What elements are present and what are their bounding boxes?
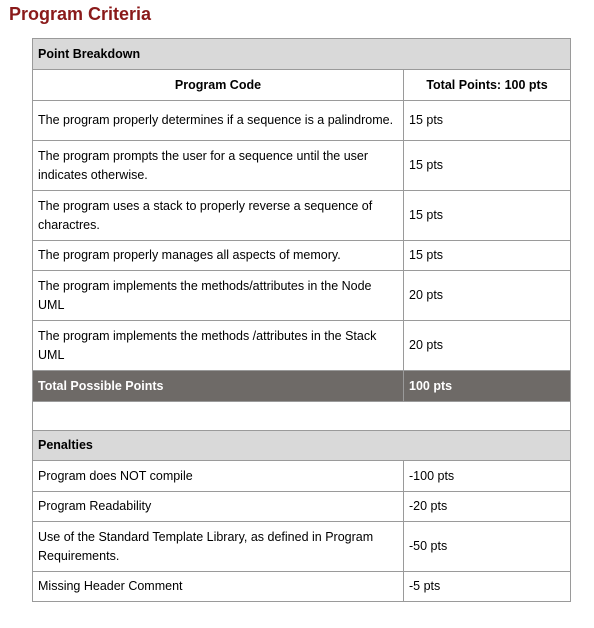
criterion-points: 20 pts [404, 321, 571, 371]
penalty-points: -5 pts [404, 572, 571, 602]
penalty-points: -100 pts [404, 461, 571, 492]
penalty-points: -20 pts [404, 492, 571, 522]
column-header-row [33, 70, 571, 101]
table-row [33, 572, 571, 602]
table-row [33, 101, 571, 141]
penalties-header-row [33, 431, 571, 461]
page-title: Program Criteria [9, 4, 152, 24]
table-row [33, 321, 571, 371]
penalty-text: Missing Header Comment [33, 572, 404, 602]
criterion-text: The program properly manages all aspects of memory. [33, 241, 404, 271]
criterion-text: The program properly determines if a sequence is a palindrome. [33, 101, 404, 141]
criterion-text: The program uses a stack to properly reverse a sequence of charactres. [33, 191, 404, 241]
criterion-points: 20 pts [404, 271, 571, 321]
criterion-points: 15 pts [404, 241, 571, 271]
total-possible-points-label: Total Possible Points [33, 371, 404, 402]
penalty-points: -50 pts [404, 522, 571, 572]
criterion-points: 15 pts [404, 191, 571, 241]
point-breakdown-label: Point Breakdown [33, 39, 571, 70]
total-row [33, 371, 571, 402]
criteria-table [32, 38, 571, 602]
criterion-text: The program implements the methods/attributes in the Node UML [33, 271, 404, 321]
criterion-points: 15 pts [404, 141, 571, 191]
table-row [33, 522, 571, 572]
table-row [33, 141, 571, 191]
penalties-label: Penalties [33, 431, 571, 461]
total-possible-points-value: 100 pts [404, 371, 571, 402]
spacer-cell [33, 402, 571, 431]
table-row [33, 492, 571, 522]
program-code-column-header: Program Code [33, 70, 404, 101]
penalty-text: Program does NOT compile [33, 461, 404, 492]
table-row [33, 271, 571, 321]
spacer-row [33, 402, 571, 431]
penalty-text: Program Readability [33, 492, 404, 522]
criterion-text: The program implements the methods /attributes in the Stack UML [33, 321, 404, 371]
table-row [33, 241, 571, 271]
total-points-column-header: Total Points: 100 pts [404, 70, 571, 101]
criterion-text: The program prompts the user for a sequence until the user indicates otherwise. [33, 141, 404, 191]
criterion-points: 15 pts [404, 101, 571, 141]
table-row [33, 191, 571, 241]
point-breakdown-header-row [33, 39, 571, 70]
penalty-text: Use of the Standard Template Library, as defined in Program Requirements. [33, 522, 404, 572]
table-row [33, 461, 571, 492]
